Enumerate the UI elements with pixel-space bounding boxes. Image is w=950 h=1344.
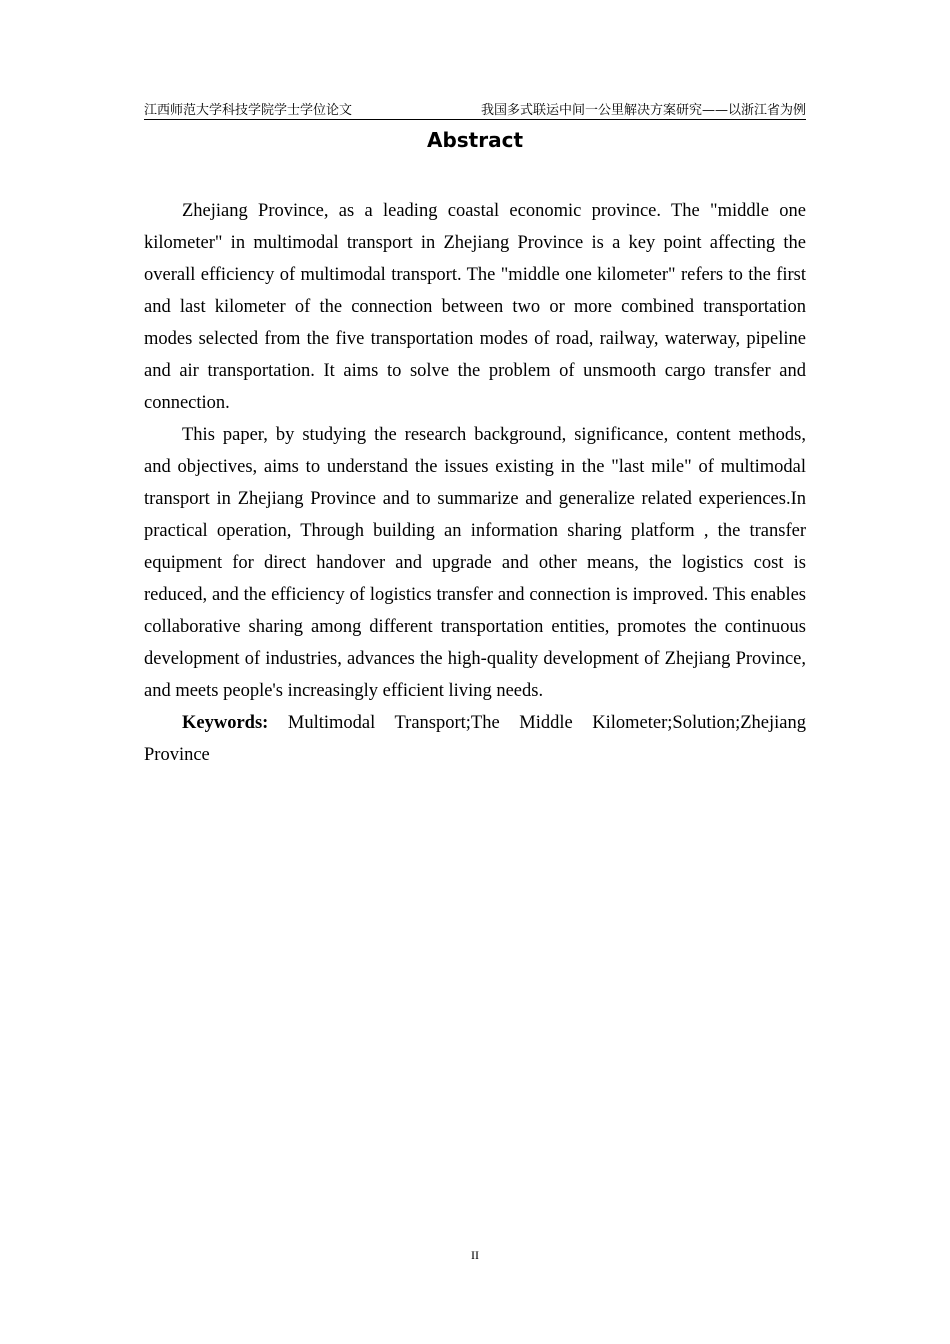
abstract-body — [144, 195, 806, 771]
abstract-paragraph-2: This paper, by studying the research background, significance, content methods, and objectives, aims to understand the issues existing in the "last mile" of multimodal transport in Zhejiang Province and to summarize and generalize related experiences.In practical operation, Through building an information sharing platform , the transfer equipment for direct handover and upgrade and other means, the logistics cost is reduced, and the efficiency of logistics transfer and connection is improved. This enables collaborative sharing among different transportation entities, promotes the continuous development of industries, advances the high-quality development of Zhejiang Province, and meets people's increasingly efficient living needs. — [144, 425, 806, 701]
keywords-text: Multimodal Transport;The Middle Kilometer;Solution;Zhejiang Province — [144, 713, 807, 765]
abstract-paragraph-1: Zhejiang Province, as a leading coastal economic province. The "middle one kilometer" in multimodal transport in Zhejiang Province is a key point affecting the overall efficiency of multimodal transport. The "middle one kilometer" refers to the first and last kilometer of the connection between two or more combined transportation modes selected from the five transportation modes of road, railway, waterway, pipeline and air transportation. It aims to solve the problem of unsmooth cargo transfer and connection. — [144, 201, 806, 413]
page-number: II — [471, 1248, 479, 1262]
abstract-heading: Abstract — [426, 128, 524, 152]
running-header — [144, 97, 806, 120]
header-institution: 江西师范大学科技学院学士学位论文 — [144, 103, 353, 118]
keywords-line — [144, 707, 806, 771]
keywords-label: Keywords: — [182, 713, 269, 733]
header-thesis-title: 我国多式联运中间一公里解决方案研究——以浙江省为例 — [480, 103, 806, 118]
